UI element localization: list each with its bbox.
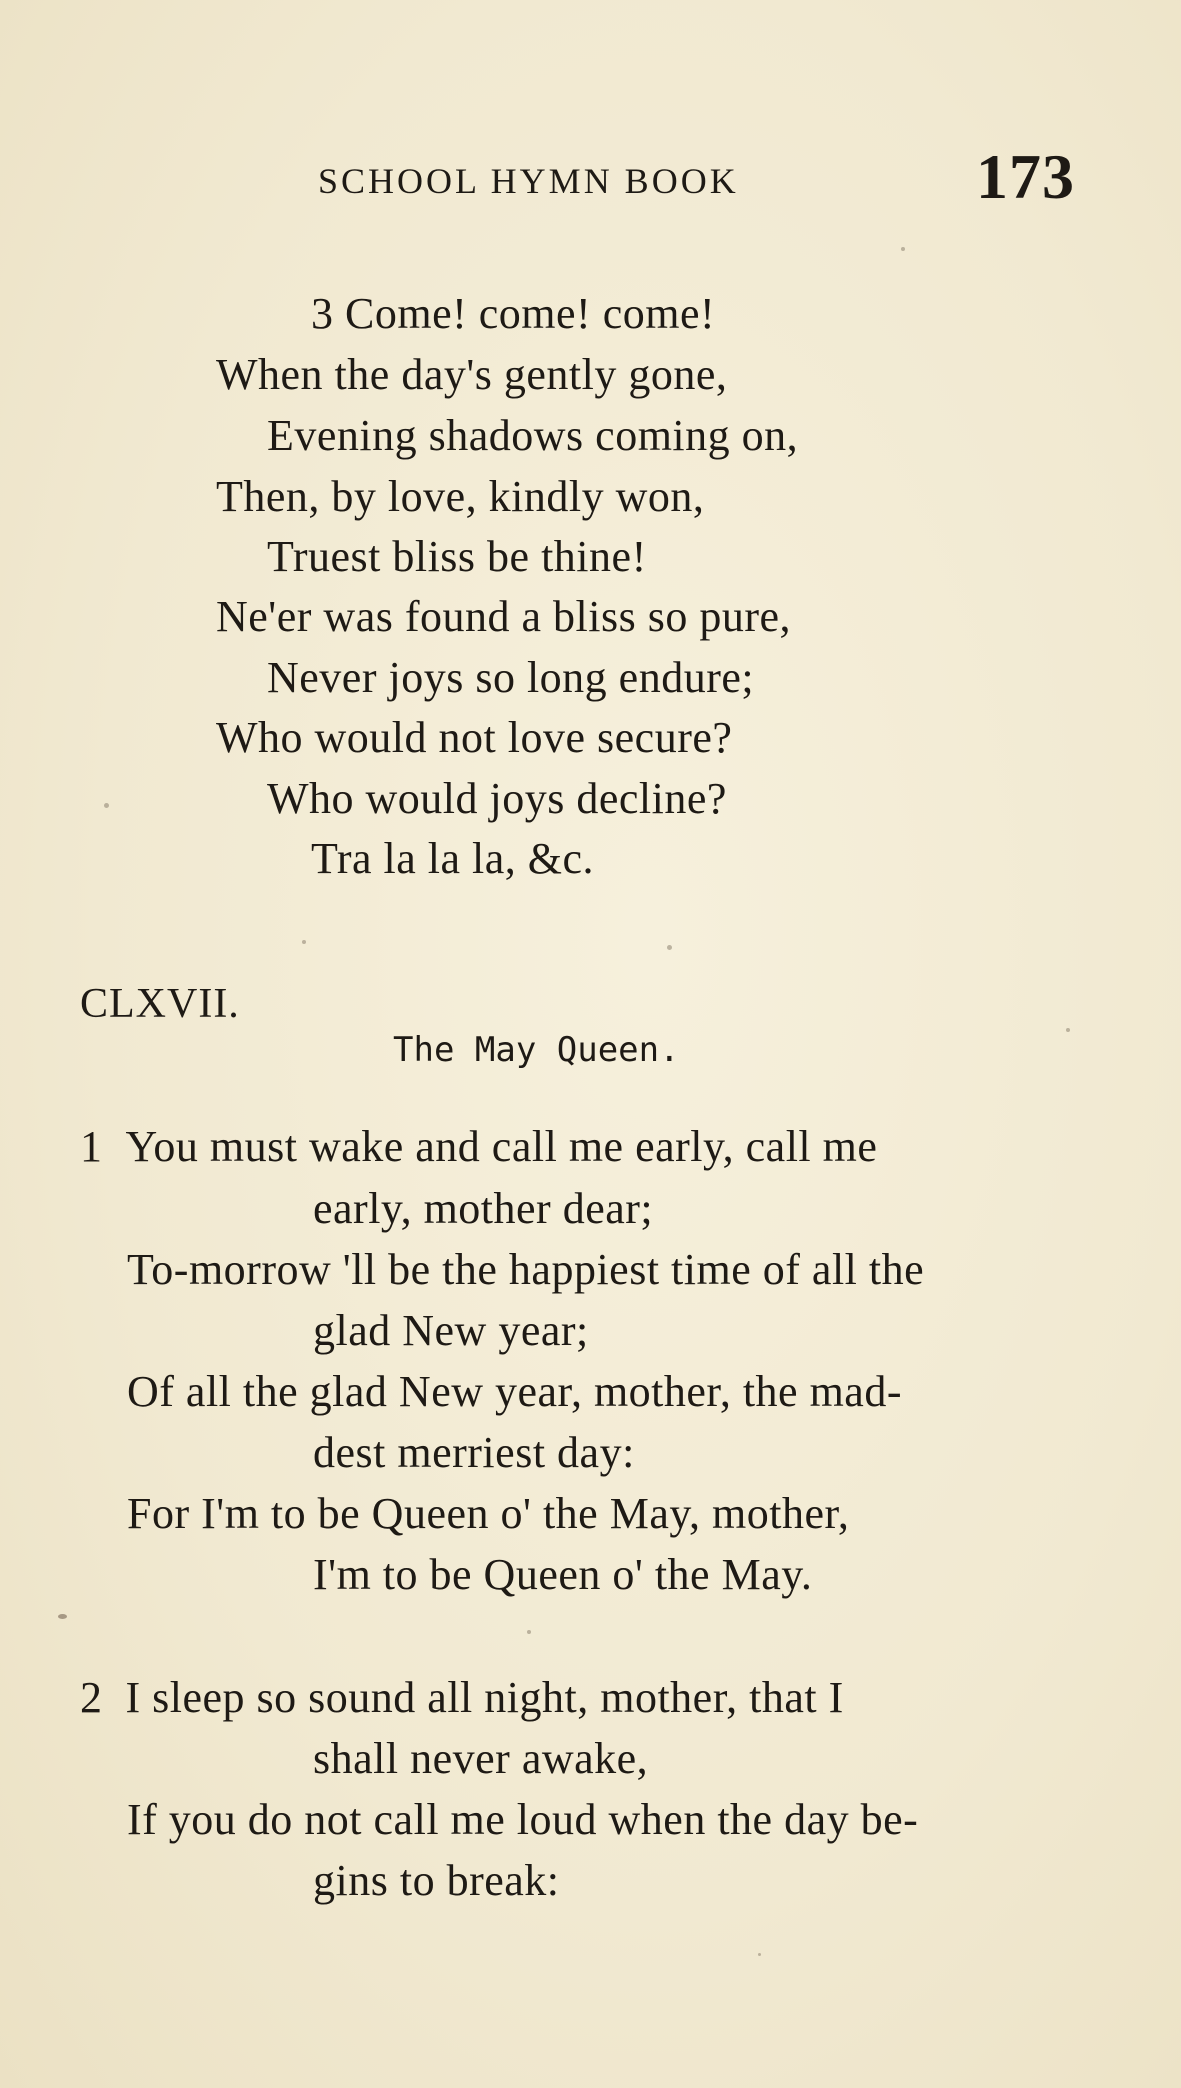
- verse-line: Who would joys decline?: [267, 774, 727, 823]
- verse-line: Evening shadows coming on,: [267, 411, 799, 460]
- verse-line: Ne'er was found a bliss so pure,: [216, 592, 792, 641]
- verse-line: Tra la la la, &c.: [311, 834, 595, 883]
- verse-line: Who would not love secure?: [216, 713, 733, 762]
- paper-speck: [302, 940, 306, 944]
- verse-number: 3: [311, 289, 334, 338]
- paper-speck: [667, 945, 672, 950]
- verse-line: Of all the glad New year, mother, the mad-: [127, 1367, 902, 1416]
- verse-line: If you do not call me loud when the day be-: [127, 1795, 919, 1844]
- verse-line: When the day's gently gone,: [216, 350, 728, 399]
- verse-line: Truest bliss be thine!: [267, 532, 647, 581]
- running-head: SCHOOL HYMN BOOK: [318, 161, 739, 201]
- verse-line: 3 Come! come! come!: [311, 289, 716, 338]
- verse-line: To-morrow 'll be the happiest time of all the: [127, 1245, 925, 1294]
- verse-line: 1 You must wake and call me early, call me: [80, 1122, 878, 1171]
- verse-line: Then, by love, kindly won,: [216, 472, 705, 521]
- page-number: 173: [976, 141, 1075, 212]
- verse-line: shall never awake,: [313, 1734, 649, 1783]
- verse-line: dest merriest day:: [313, 1428, 635, 1477]
- verse-line: early, mother dear;: [313, 1184, 654, 1233]
- paper-speck: [58, 1614, 67, 1619]
- hymn-number: CLXVII.: [80, 981, 240, 1027]
- paper-speck: [1066, 1028, 1070, 1032]
- verse-number: 2: [80, 1673, 103, 1722]
- hymn-title: The May Queen.: [393, 1030, 680, 1070]
- verse-line: For I'm to be Queen o' the May, mother,: [127, 1489, 850, 1538]
- paper-speck: [758, 1953, 761, 1956]
- verse-line: I'm to be Queen o' the May.: [313, 1550, 813, 1599]
- verse-line: Never joys so long endure;: [267, 653, 755, 702]
- verse-line: 2 I sleep so sound all night, mother, that I: [80, 1673, 844, 1722]
- verse-line: glad New year;: [313, 1306, 589, 1355]
- paper-speck: [104, 803, 109, 808]
- paper-speck: [527, 1630, 531, 1634]
- paper-speck: [901, 247, 905, 251]
- verse-line: gins to break:: [313, 1856, 560, 1905]
- verse-number: 1: [80, 1122, 103, 1171]
